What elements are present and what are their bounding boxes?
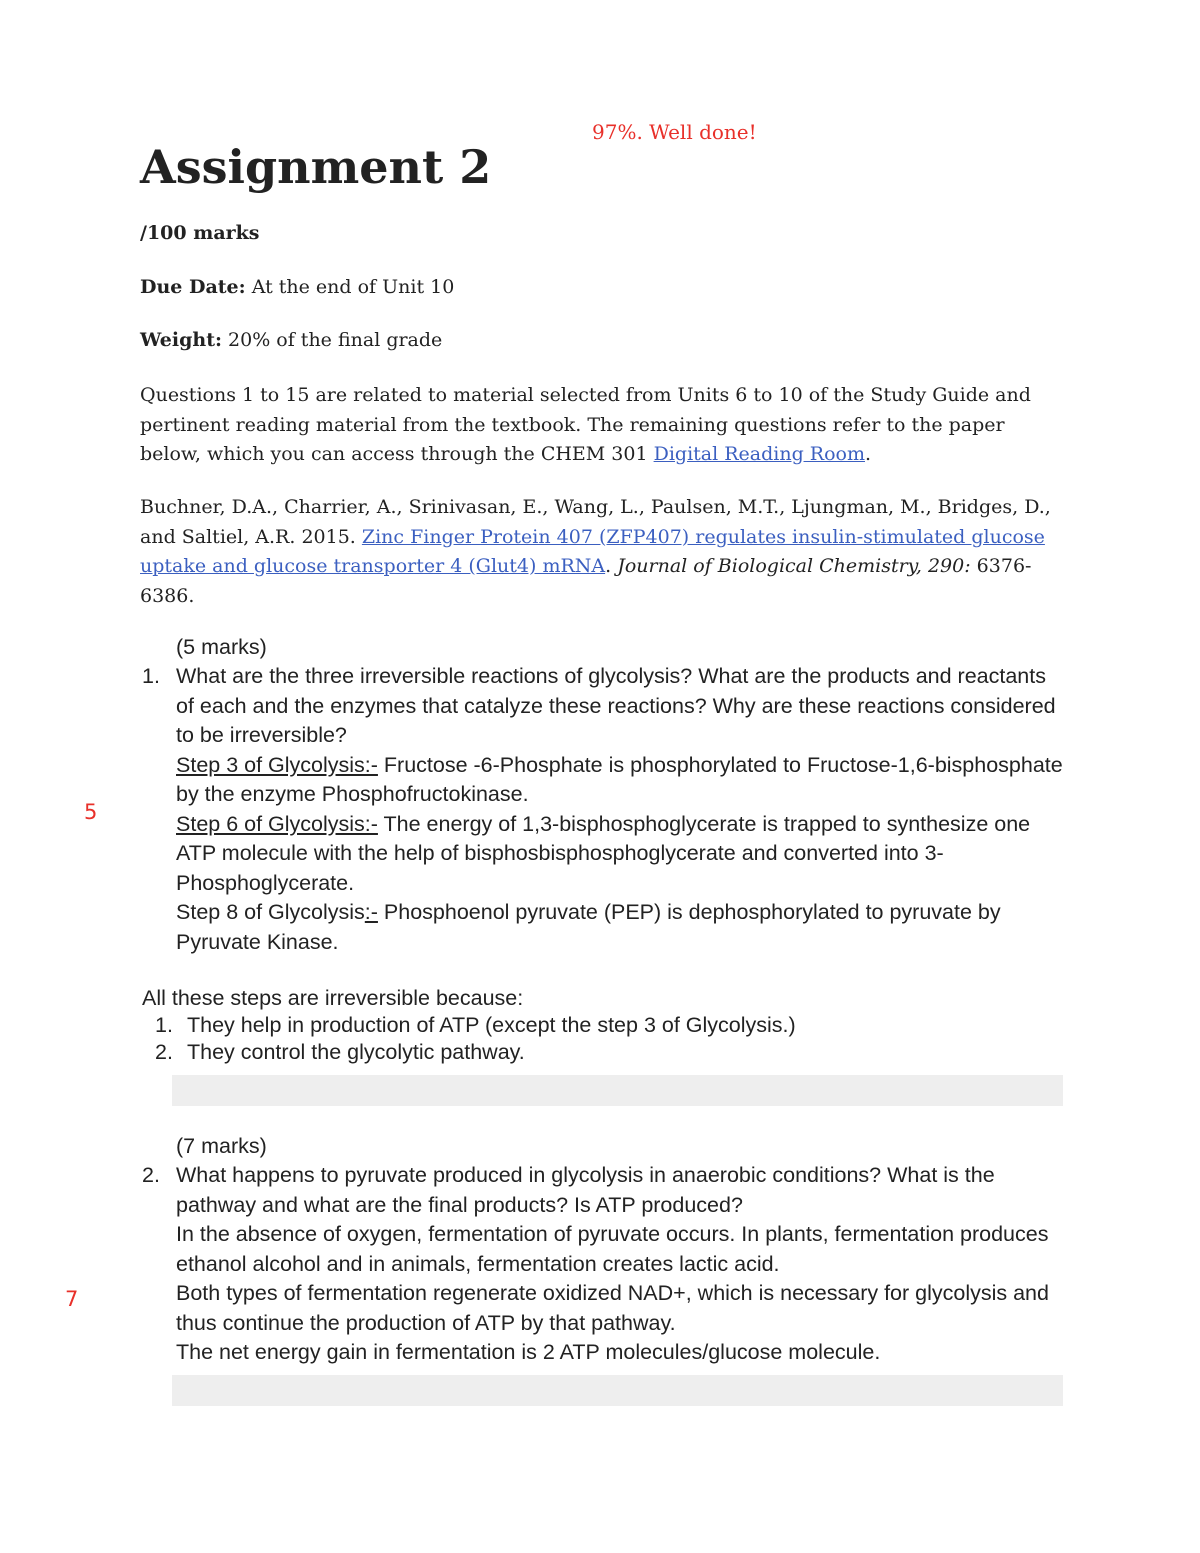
intro-end: . xyxy=(864,443,872,465)
question-1-text: What are the three irreversible reactions of glycolysis? What are the products and reactants of each and the enzymes that catalyze these reactions? Why are these reactions considered to be irreversible? xyxy=(176,664,1056,747)
step-text: Phosphoenol pyruvate (PEP) is dephosphorylated to pyruvate by Pyruvate Kinase. xyxy=(176,900,1001,954)
marks-total-text: /100 marks xyxy=(140,222,260,244)
answer-line: Both types of fermentation regenerate oxidized NAD+, which is necessary for glycolysis and thus continue the production of ATP by that pathway. xyxy=(176,1281,1049,1335)
citation-authors: Buchner, D.A., Charrier, A., Srinivasan, E., Wang, L., Paulsen, M.T., Ljungman, M., Bridges, D., and Saltiel, A.R. 2015. xyxy=(140,496,1051,548)
answer-line: In the absence of oxygen, fermentation of pyruvate occurs. In plants, fermentation produces ethanol alcohol and in animals, fermentation creates lactic acid. xyxy=(176,1222,1049,1276)
reason-item: They control the glycolytic pathway. xyxy=(187,1040,525,1064)
reason-item: They help in production of ATP (except the step 3 of Glycolysis.) xyxy=(187,1013,796,1037)
question-1-step-8 xyxy=(176,898,1066,957)
step-text: The energy of 1,3-bisphosphoglycerate is trapped to synthesize one ATP molecule with the help of bisphosbisphosphoglycerate and converted into 3-Phosphoglycerate. xyxy=(176,811,1031,895)
weight-value: 20% of the final grade xyxy=(221,329,443,351)
question-2-marks: (7 marks) xyxy=(176,1134,267,1158)
step-label-suffix: :- xyxy=(364,900,378,924)
digital-reading-room-link[interactable]: Digital Reading Room xyxy=(653,443,865,465)
reasons-intro: All these steps are irreversible because: xyxy=(142,986,524,1010)
question-2-number: 2. xyxy=(142,1163,160,1187)
question-1-body xyxy=(176,662,1066,957)
intro-paragraph xyxy=(140,381,1070,470)
citation-journal: Journal of Biological Chemistry, 290: xyxy=(617,555,971,577)
question-2-text: What happens to pyruvate produced in glycolysis in anaerobic conditions? What is the pathway and what are the final products? Is ATP produced? xyxy=(176,1163,995,1217)
question-2-score: 7 xyxy=(65,1287,79,1311)
citation-pages: 6376-6386. xyxy=(140,555,1032,607)
weight-label: Weight: xyxy=(140,329,222,351)
answer-box[interactable] xyxy=(172,1375,1063,1406)
question-2-body xyxy=(176,1161,1066,1368)
question-1-marks: (5 marks) xyxy=(176,635,267,659)
due-date-value: At the end of Unit 10 xyxy=(245,276,455,298)
step-text: Fructose -6-Phosphate is phosphorylated to Fructose-1,6-bisphosphate by the enzyme Phosphofructokinase. xyxy=(176,752,1063,806)
grade-note: 97%. Well done! xyxy=(592,120,757,144)
question-1-step-6 xyxy=(176,810,1066,899)
marks-total xyxy=(140,222,260,244)
reason-number: 2. xyxy=(155,1040,173,1064)
intro-text: Questions 1 to 15 are related to material selected from Units 6 to 10 of the Study Guide and pertinent reading material from the textbook. The remaining questions refer to the paper below, which you can access through the CHEM 301 xyxy=(140,384,1031,465)
answer-box[interactable] xyxy=(172,1075,1063,1106)
weight xyxy=(140,329,442,351)
reason-number: 1. xyxy=(155,1013,173,1037)
question-1-number: 1. xyxy=(142,664,160,688)
citation xyxy=(140,493,1070,611)
answer-line: The net energy gain in fermentation is 2 ATP molecules/glucose molecule. xyxy=(176,1340,881,1364)
paper-link[interactable]: Zinc Finger Protein 407 (ZFP407) regulates insulin-stimulated glucose uptake and glucose transporter 4 (Glut4) mRNA xyxy=(140,525,1045,577)
step-label: Step 8 of Glycolysis xyxy=(176,900,365,924)
due-date-label: Due Date: xyxy=(140,276,246,298)
question-1-score: 5 xyxy=(84,800,98,824)
citation-sep: . xyxy=(605,555,618,577)
step-label: Step 6 of Glycolysis:- xyxy=(176,811,378,836)
due-date xyxy=(140,276,454,298)
question-1-step-3 xyxy=(176,751,1066,810)
step-label: Step 3 of Glycolysis:- xyxy=(176,752,378,777)
page-title: Assignment 2 xyxy=(140,140,492,194)
